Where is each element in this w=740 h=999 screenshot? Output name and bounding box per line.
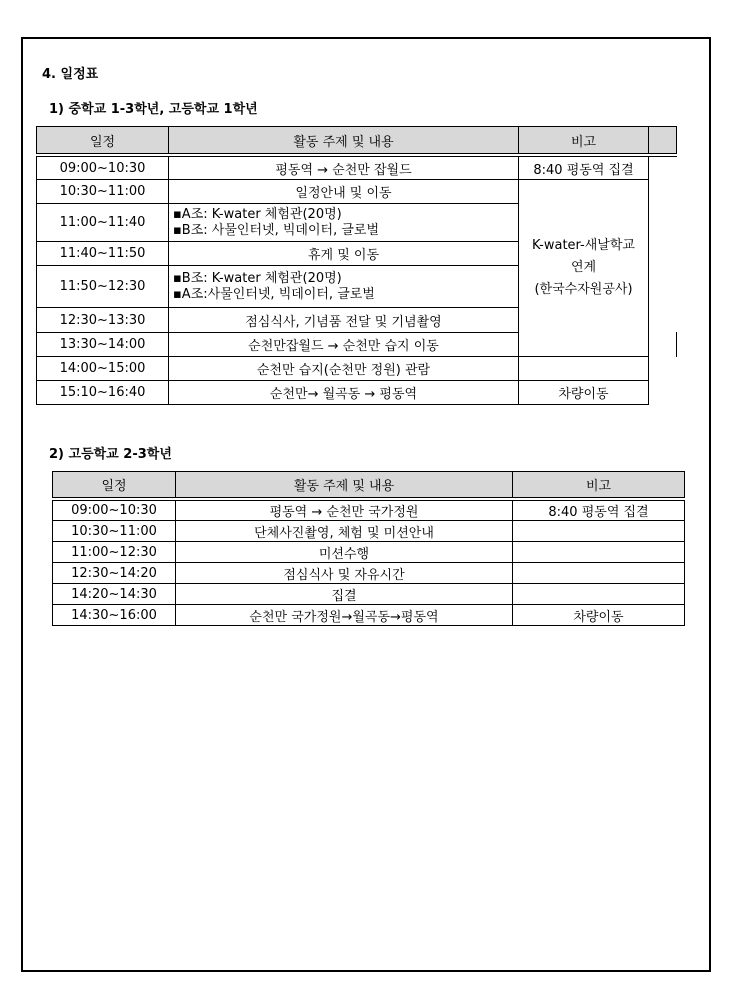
row-content: 미션수행 — [176, 542, 513, 563]
row-content: 순천만 습지(순천만 정원) 관람 — [169, 357, 519, 381]
table-row — [53, 501, 685, 521]
header-note: 비고 — [519, 127, 649, 154]
row-time: 14:20~14:30 — [53, 584, 176, 605]
row-time: 14:30~16:00 — [53, 605, 176, 626]
row-note: 8:40 평동역 집결 — [519, 157, 649, 180]
content-line: ▪B조: 사물인터넷, 빅데이터, 글로벌 — [173, 222, 380, 238]
row-time: 11:50~12:30 — [37, 266, 169, 308]
table-row — [53, 584, 685, 605]
header-content: 활동 주제 및 내용 — [169, 127, 519, 154]
row-content — [169, 204, 519, 242]
table-row — [37, 381, 677, 405]
content-line: ▪A조: K-water 체험관(20명) — [173, 206, 342, 222]
table1-header-row — [37, 127, 677, 154]
section-title: 4. 일정표 — [42, 67, 99, 82]
schedule-table-2 — [52, 471, 685, 626]
row-time: 11:00~11:40 — [37, 204, 169, 242]
table-row — [53, 542, 685, 563]
row-time: 12:30~13:30 — [37, 308, 169, 333]
header-time: 일정 — [53, 472, 176, 498]
row-time: 11:00~12:30 — [53, 542, 176, 563]
row-content: 단체사진촬영, 체험 및 미션안내 — [176, 521, 513, 542]
table2-title: 2) 고등학교 2-3학년 — [49, 447, 172, 462]
row-content: 순천만→ 월곡동 → 평동역 — [169, 381, 519, 405]
row-content: 평동역 → 순천만 국가정원 — [176, 501, 513, 521]
row-note — [519, 357, 649, 381]
header-note: 비고 — [513, 472, 685, 498]
row-time: 09:00~10:30 — [53, 501, 176, 521]
schedule-table-1 — [36, 126, 677, 405]
table2-header-row — [53, 472, 685, 498]
table-row — [37, 157, 677, 180]
row-content — [169, 266, 519, 308]
row-note — [513, 563, 685, 584]
row-content: 점심식사 및 자유시간 — [176, 563, 513, 584]
merged-note-line: (한국수자원공사) — [534, 282, 633, 297]
row-time: 09:00~10:30 — [37, 157, 169, 180]
row-content: 순천만잡월드 → 순천만 습지 이동 — [169, 333, 519, 357]
row-note: 8:40 평동역 집결 — [513, 501, 685, 521]
content-line: ▪A조:사물인터넷, 빅데이터, 글로벌 — [173, 286, 375, 302]
table1-title: 1) 중학교 1-3학년, 고등학교 1학년 — [49, 102, 258, 117]
row-time: 10:30~11:00 — [37, 180, 169, 204]
row-note — [513, 542, 685, 563]
row-note: 차량이동 — [519, 381, 649, 405]
header-time: 일정 — [37, 127, 169, 154]
header-blank — [649, 127, 677, 154]
merged-note-line: K-water-새날학교 — [532, 238, 635, 253]
merged-note-line: 연계 — [570, 260, 597, 275]
row-content: 평동역 → 순천만 잡월드 — [169, 157, 519, 180]
row-content: 순천만 국가정원→월곡동→평동역 — [176, 605, 513, 626]
content-line: ▪B조: K-water 체험관(20명) — [173, 270, 342, 286]
row-content: 일정안내 및 이동 — [169, 180, 519, 204]
row-time: 11:40~11:50 — [37, 242, 169, 266]
merged-note — [519, 180, 649, 357]
row-time: 13:30~14:00 — [37, 333, 169, 357]
table-row — [37, 180, 677, 204]
row-time: 12:30~14:20 — [53, 563, 176, 584]
row-time: 15:10~16:40 — [37, 381, 169, 405]
row-time: 14:00~15:00 — [37, 357, 169, 381]
row-note — [513, 584, 685, 605]
row-note: 차량이동 — [513, 605, 685, 626]
row-time: 10:30~11:00 — [53, 521, 176, 542]
header-content: 활동 주제 및 내용 — [176, 472, 513, 498]
row-content: 휴게 및 이동 — [169, 242, 519, 266]
table-row — [37, 357, 677, 381]
row-content: 점심식사, 기념품 전달 및 기념촬영 — [169, 308, 519, 333]
row-content: 집결 — [176, 584, 513, 605]
table-row — [53, 521, 685, 542]
row-note — [513, 521, 685, 542]
table-row — [53, 563, 685, 584]
table-row — [53, 605, 685, 626]
